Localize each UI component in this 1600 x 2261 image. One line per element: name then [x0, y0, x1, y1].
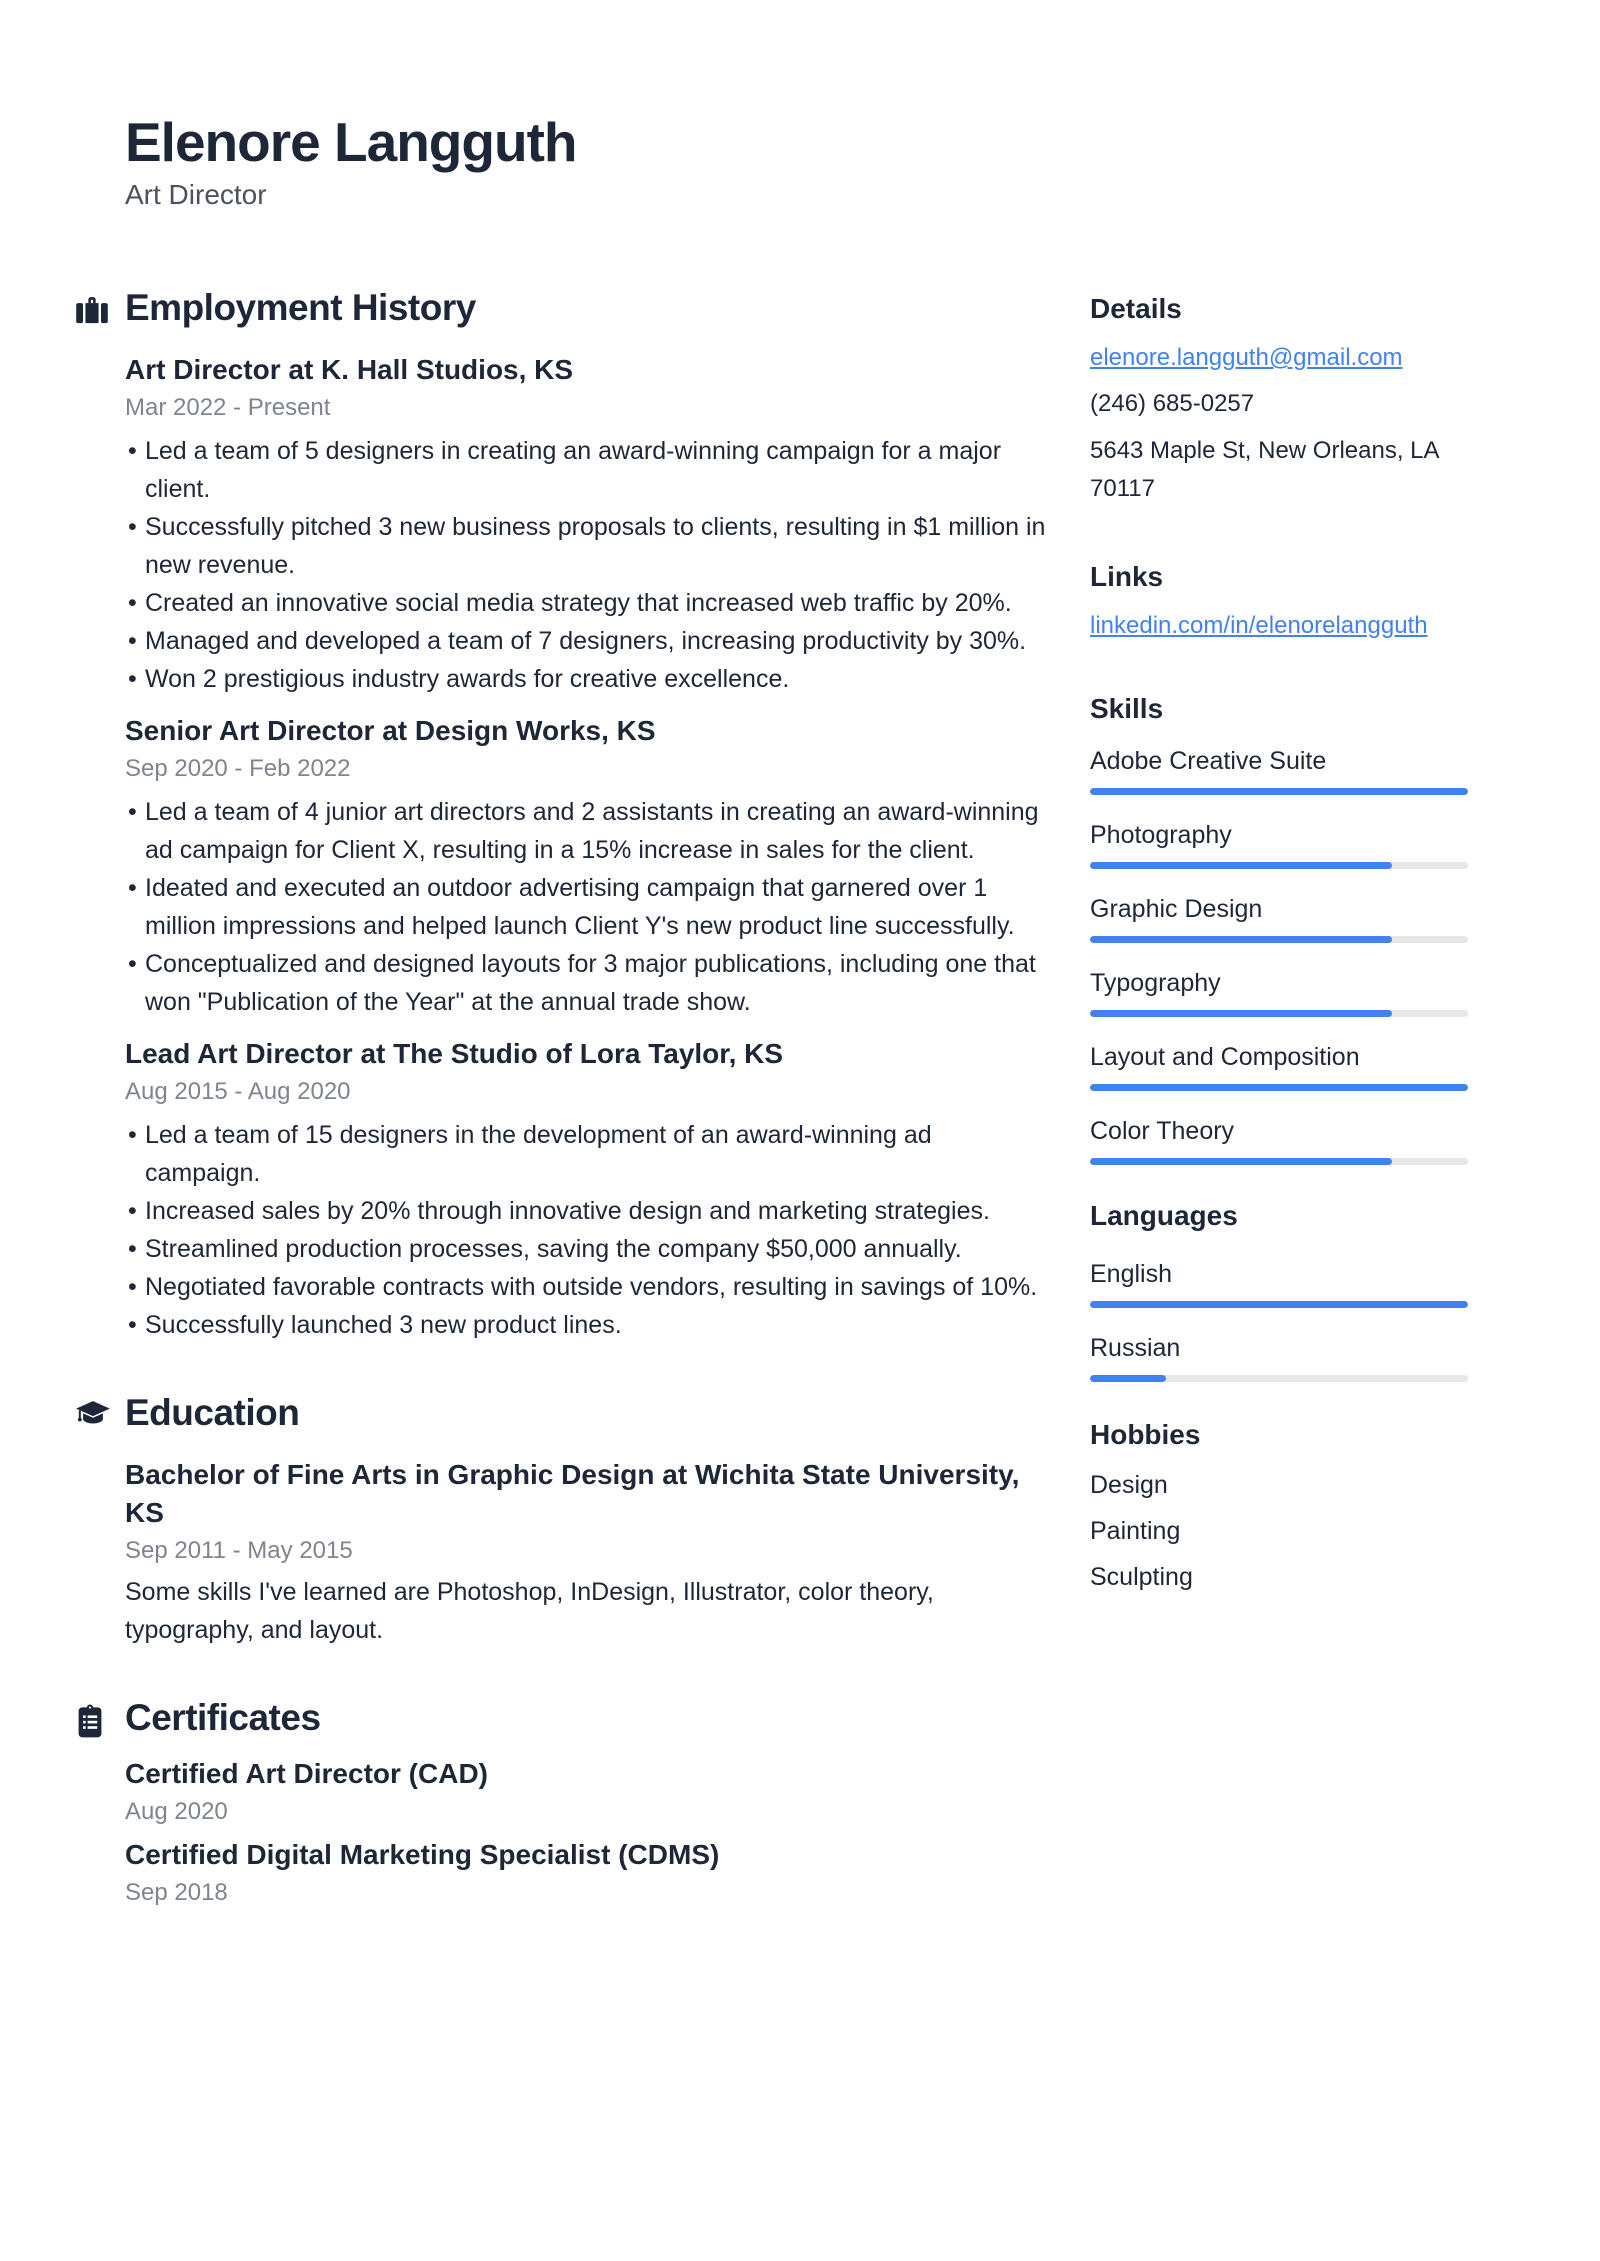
degree-title: Bachelor of Fine Arts in Graphic Design at Wichita State University, KS: [125, 1458, 1020, 1528]
skill-item: [1090, 968, 1468, 1017]
certificate-entry: [125, 1836, 1050, 1907]
hobby-item: Design: [1090, 1471, 1168, 1499]
hobby-item: Painting: [1090, 1517, 1181, 1545]
skill-meter-fill: [1090, 936, 1392, 943]
job-bullet-list: [125, 1116, 1050, 1344]
certificate-title: Certified Art Director (CAD): [125, 1757, 488, 1789]
skill-label: Color Theory: [1090, 1117, 1235, 1145]
skill-meter-track: [1090, 1010, 1468, 1017]
job-bullet: • Won 2 prestigious industry awards for creative excellence.: [145, 660, 1050, 698]
linkedin-link[interactable]: linkedin.com/in/elenorelangguth: [1090, 612, 1428, 639]
job-bullet: • Led a team of 15 designers in the development of an award-winning ad campaign.: [145, 1116, 1050, 1192]
language-item: [1090, 1259, 1468, 1308]
job-dates: Aug 2015 - Aug 2020: [125, 1077, 351, 1105]
language-meter-track: [1090, 1375, 1468, 1382]
sidebar-heading-hobbies: Hobbies: [1090, 1419, 1201, 1450]
job-bullet: • Increased sales by 20% through innovative design and marketing strategies.: [145, 1192, 1050, 1230]
skill-meter-track: [1090, 1084, 1468, 1091]
hobbies-list: [1090, 1462, 1468, 1600]
job-title: Art Director at K. Hall Studios, KS: [125, 353, 574, 385]
language-label: Russian: [1090, 1334, 1181, 1362]
job-bullet-list: [125, 793, 1050, 1021]
skill-item: [1090, 1042, 1468, 1091]
education-entry: [125, 1456, 1050, 1649]
clipboard-list-icon: [75, 1704, 109, 1738]
certificate-dates: Aug 2020: [125, 1797, 228, 1825]
skill-label: Adobe Creative Suite: [1090, 747, 1327, 775]
language-meter-track: [1090, 1301, 1468, 1308]
certificate-title: Certified Digital Marketing Specialist (CDMS): [125, 1838, 720, 1870]
section-heading-education: Education: [125, 1391, 300, 1433]
job-title: Lead Art Director at The Studio of Lora Taylor, KS: [125, 1037, 784, 1069]
section-heading-employment: Employment History: [125, 286, 476, 328]
email-link[interactable]: elenore.langguth@gmail.com: [1090, 344, 1403, 371]
profession-subtitle: Art Director: [125, 178, 267, 210]
section-header-certificates: [125, 1697, 1050, 1739]
languages-list: [1090, 1259, 1468, 1382]
skill-meter-fill: [1090, 1158, 1392, 1165]
section-heading-certificates: Certificates: [125, 1696, 321, 1738]
skill-label: Typography: [1090, 969, 1221, 997]
job-bullet: • Conceptualized and designed layouts for 3 major publications, including one that won "Publication of the Year" at the annual trade show.: [145, 945, 1050, 1021]
skill-item: [1090, 894, 1468, 943]
job-bullet-list: [125, 432, 1050, 698]
sidebar-heading-details: Details: [1090, 293, 1182, 324]
page-title: Elenore Langguth: [125, 111, 577, 173]
skill-label: Photography: [1090, 821, 1232, 849]
skill-meter-track: [1090, 936, 1468, 943]
education-description: Some skills I've learned are Photoshop, InDesign, Illustrator, color theory, typography, and layout.: [125, 1577, 934, 1644]
language-label: English: [1090, 1260, 1172, 1288]
skill-item: [1090, 1116, 1468, 1165]
education-dates: Sep 2011 - May 2015: [125, 1536, 353, 1564]
job-bullet: • Ideated and executed an outdoor advertising campaign that garnered over 1 million impressions and helped launch Client Y's new product line successfully.: [145, 869, 1050, 945]
job-bullet: • Streamlined production processes, saving the company $50,000 annually.: [145, 1230, 1050, 1268]
skills-list: [1090, 746, 1468, 1165]
language-item: [1090, 1333, 1468, 1382]
sidebar-column: [1090, 292, 1468, 1600]
skill-meter-fill: [1090, 788, 1468, 795]
job-bullet: • Created an innovative social media strategy that increased web traffic by 20%.: [145, 584, 1050, 622]
hobby-item: Sculpting: [1090, 1563, 1193, 1591]
skill-meter-fill: [1090, 1010, 1392, 1017]
phone-number: (246) 685-0257: [1090, 390, 1255, 417]
skill-meter-track: [1090, 862, 1468, 869]
skill-item: [1090, 820, 1468, 869]
sidebar-heading-links: Links: [1090, 561, 1164, 592]
skill-meter-fill: [1090, 862, 1392, 869]
job-bullet: • Successfully launched 3 new product lines.: [145, 1306, 1050, 1344]
sidebar-heading-languages: Languages: [1090, 1200, 1238, 1231]
job-entry: [125, 351, 1050, 698]
skill-meter-track: [1090, 1158, 1468, 1165]
skill-label: Layout and Composition: [1090, 1043, 1360, 1071]
certificate-dates: Sep 2018: [125, 1878, 228, 1906]
job-dates: Sep 2020 - Feb 2022: [125, 754, 351, 782]
main-column: [125, 112, 1050, 1907]
job-bullet: • Led a team of 4 junior art directors and 2 assistants in creating an award-winning ad campaign for Client X, resulting in a 15% increase in sales for the client.: [145, 793, 1050, 869]
job-bullet: • Successfully pitched 3 new business proposals to clients, resulting in $1 million in new revenue.: [145, 508, 1050, 584]
language-meter-fill: [1090, 1301, 1468, 1308]
job-bullet: • Managed and developed a team of 7 designers, increasing productivity by 30%.: [145, 622, 1050, 660]
job-entry: [125, 1035, 1050, 1344]
graduation-cap-icon: [75, 1399, 109, 1433]
job-entry: [125, 712, 1050, 1021]
job-title: Senior Art Director at Design Works, KS: [125, 714, 656, 746]
job-bullet: • Negotiated favorable contracts with outside vendors, resulting in savings of 10%.: [145, 1268, 1050, 1306]
briefcase-icon: [75, 294, 109, 328]
address: 5643 Maple St, New Orleans, LA 70117: [1090, 437, 1439, 502]
sidebar-heading-skills: Skills: [1090, 693, 1164, 724]
language-meter-fill: [1090, 1375, 1166, 1382]
section-header-education: [125, 1392, 1050, 1434]
skill-label: Graphic Design: [1090, 895, 1263, 923]
skill-meter-fill: [1090, 1084, 1468, 1091]
job-bullet: • Led a team of 5 designers in creating an award-winning campaign for a major client.: [145, 432, 1050, 508]
section-header-employment: [125, 287, 1050, 329]
skill-meter-track: [1090, 788, 1468, 795]
skill-item: [1090, 746, 1468, 795]
job-dates: Mar 2022 - Present: [125, 393, 331, 421]
certificate-entry: [125, 1755, 1050, 1826]
